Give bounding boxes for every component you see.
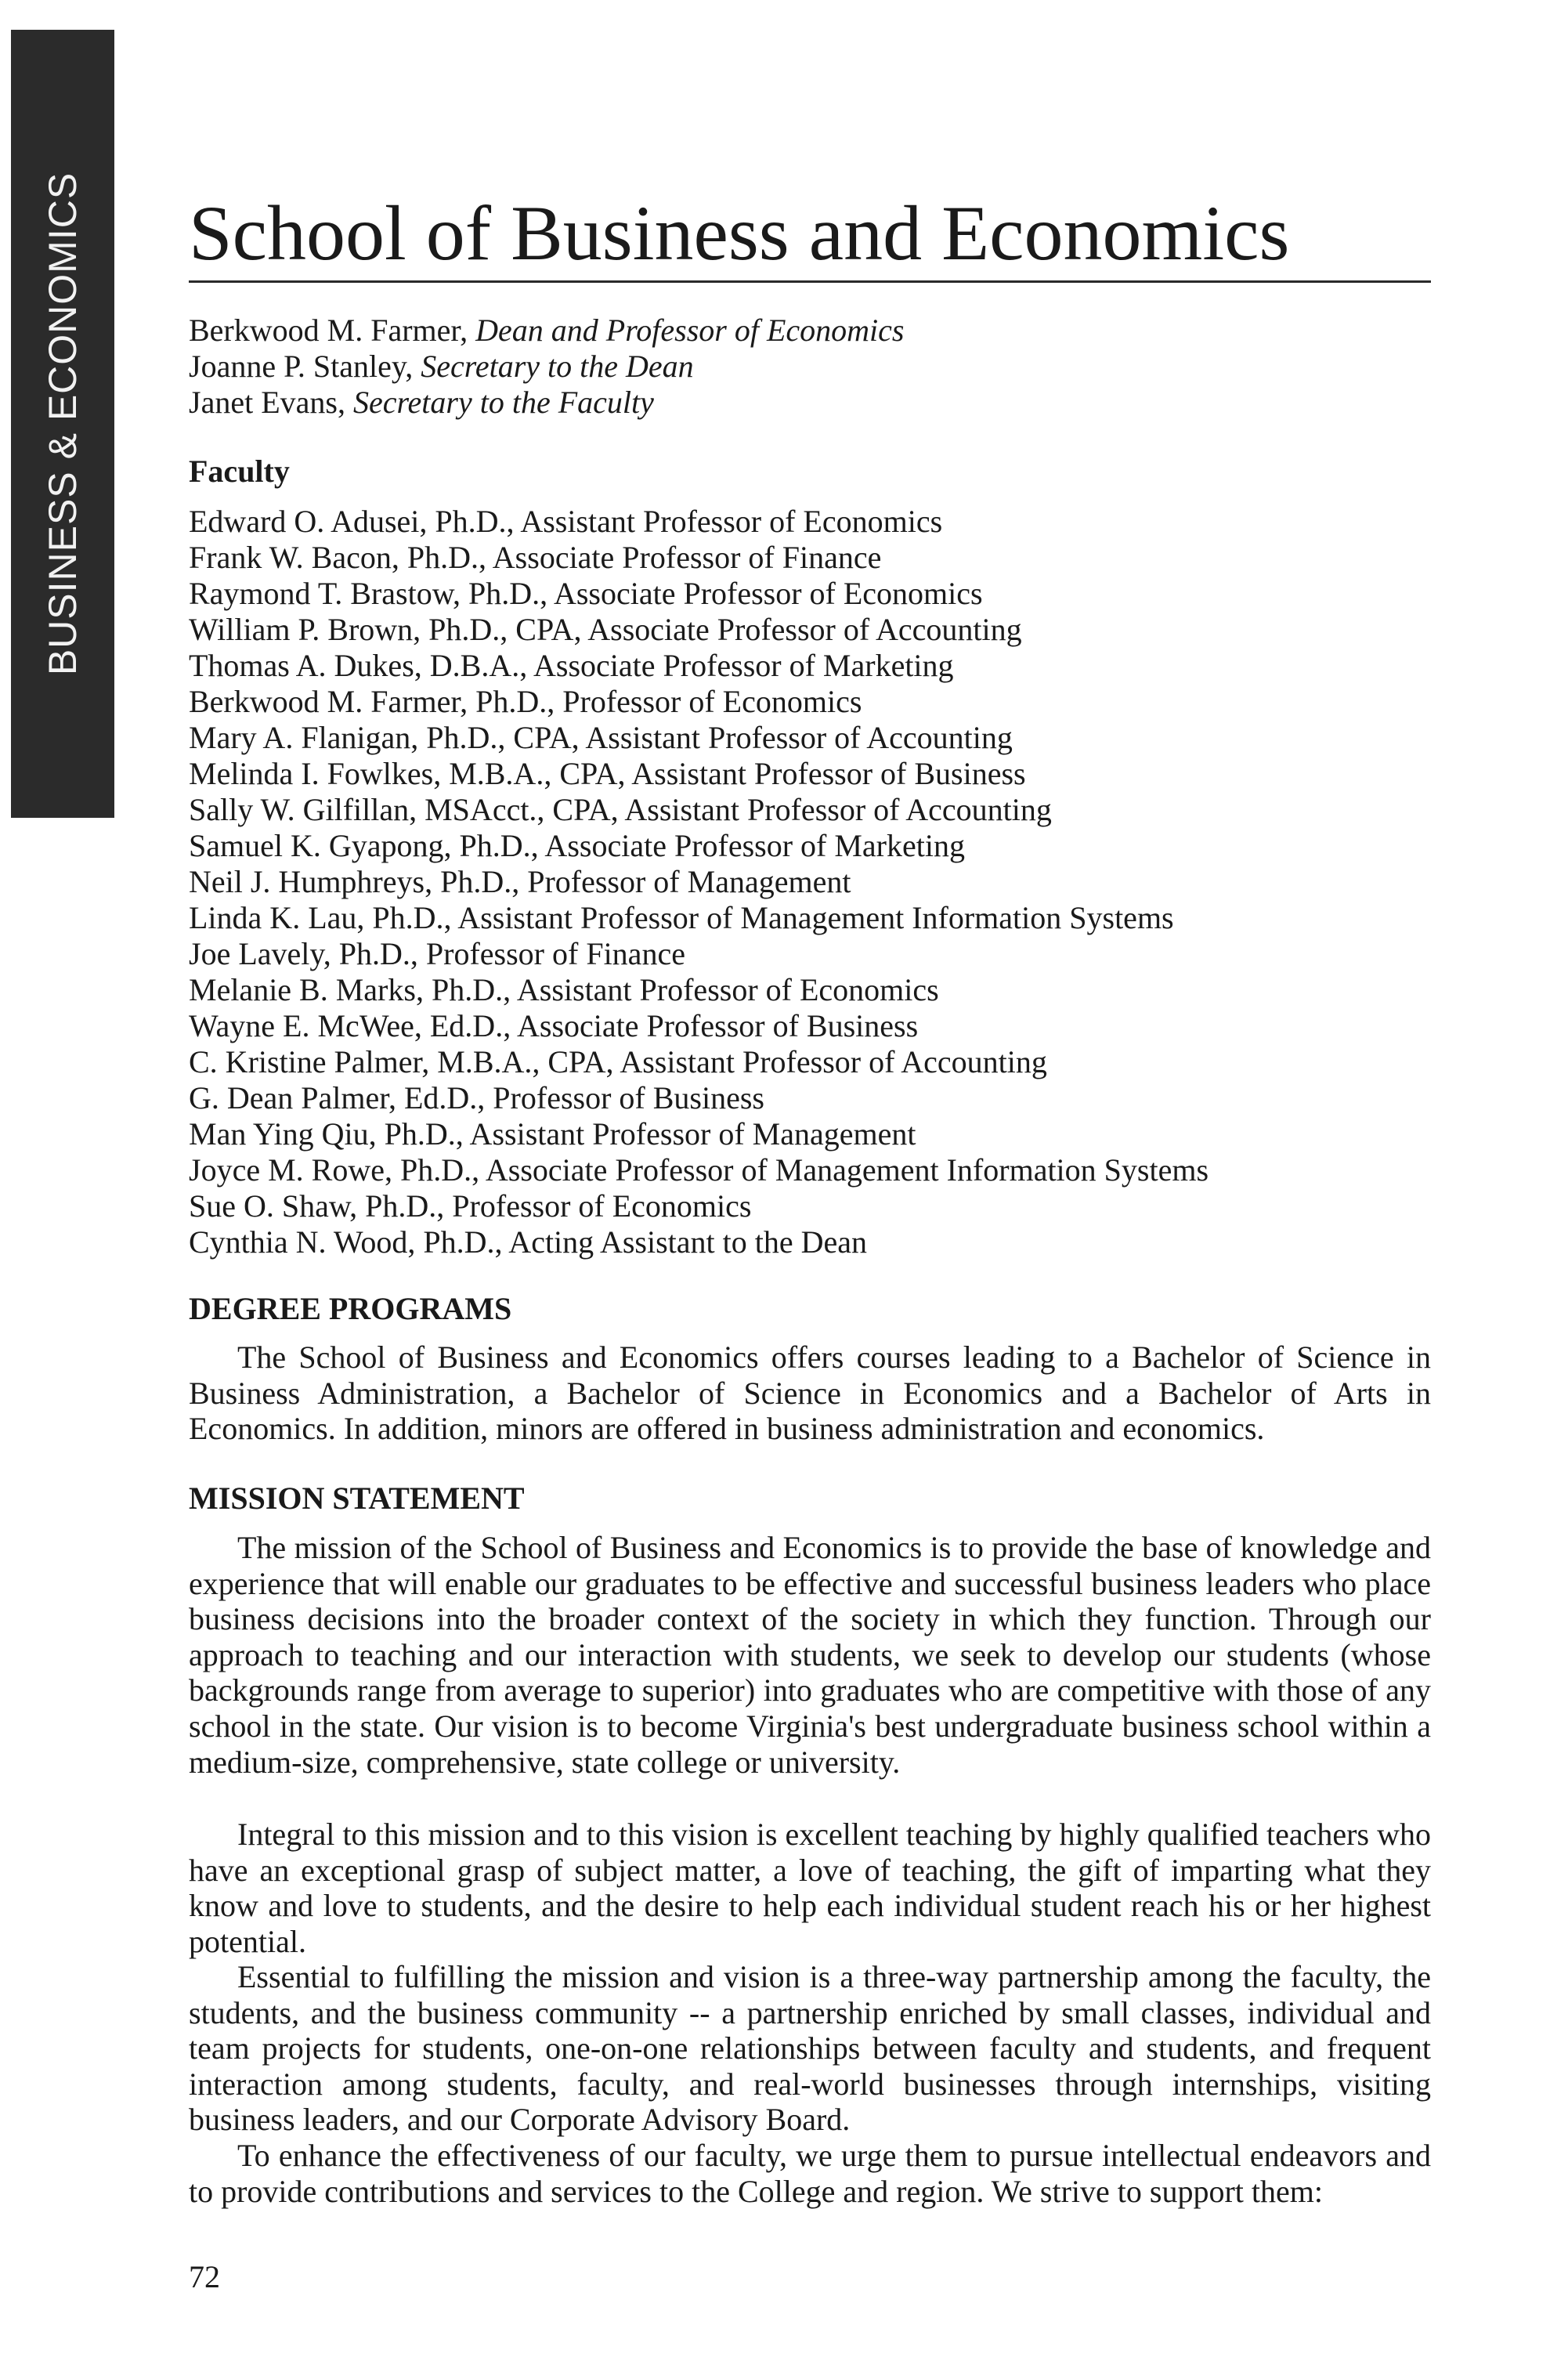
faculty-item: Melinda I. Fowlkes, M.B.A., CPA, Assistant Professor of Business xyxy=(189,756,1026,791)
faculty-item: Joe Lavely, Ph.D., Professor of Finance xyxy=(189,936,685,971)
faculty-item: Neil J. Humphreys, Ph.D., Professor of Management xyxy=(189,864,851,899)
faculty-item: C. Kristine Palmer, M.B.A., CPA, Assistant Professor of Accounting xyxy=(189,1044,1047,1079)
degree-programs-heading: DEGREE PROGRAMS xyxy=(189,1291,512,1326)
faculty-item: Man Ying Qiu, Ph.D., Assistant Professor of Management xyxy=(189,1116,916,1152)
faculty-item: Joyce M. Rowe, Ph.D., Associate Professor of Management Information Systems xyxy=(189,1152,1209,1188)
staff-role: Secretary to the Dean xyxy=(421,349,694,384)
mission-paragraph: Essential to fulfilling the mission and vision is a three-way partnership among the faculty, the students, and the business community -- a partnership enriched by small classes, individual and team projects for students, one-on-one relationships between faculty and students, and frequent interaction among students, faculty, and real-world businesses through internships, visiting business leaders, and our Corporate Advisory Board. xyxy=(189,1959,1431,2138)
staff-name: Janet Evans, xyxy=(189,385,353,420)
faculty-item: G. Dean Palmer, Ed.D., Professor of Business xyxy=(189,1080,764,1115)
section-side-tab xyxy=(11,30,114,818)
mission-paragraph: To enhance the effectiveness of our faculty, we urge them to pursue intellectual endeavors and to provide contributions and services to the College and region. We strive to support them: xyxy=(189,2138,1431,2209)
faculty-item: Melanie B. Marks, Ph.D., Assistant Professor of Economics xyxy=(189,972,939,1007)
faculty-item: Berkwood M. Farmer, Ph.D., Professor of Economics xyxy=(189,684,862,719)
faculty-item: Samuel K. Gyapong, Ph.D., Associate Professor of Marketing xyxy=(189,828,965,863)
side-tab-label: BUSINESS & ECONOMICS xyxy=(41,172,85,676)
faculty-item: William P. Brown, Ph.D., CPA, Associate Professor of Accounting xyxy=(189,612,1022,647)
staff-role: Dean and Professor of Economics xyxy=(475,313,905,348)
faculty-item: Raymond T. Brastow, Ph.D., Associate Professor of Economics xyxy=(189,576,983,611)
staff-role: Secretary to the Faculty xyxy=(352,385,654,420)
mission-heading: MISSION STATEMENT xyxy=(189,1481,525,1516)
page-title: School of Business and Economics xyxy=(189,194,1431,283)
staff-name: Berkwood M. Farmer, xyxy=(189,313,476,348)
faculty-item: Sue O. Shaw, Ph.D., Professor of Economics xyxy=(189,1188,752,1224)
staff-line xyxy=(189,313,904,349)
degree-programs-text: The School of Business and Economics offers courses leading to a Bachelor of Science in Business Administration, a Bachelor of Science in Economics and a Bachelor of Arts in Economics. In addition, minors are offered in business administration and economics. xyxy=(189,1340,1431,1447)
faculty-item: Frank W. Bacon, Ph.D., Associate Professor of Finance xyxy=(189,540,882,575)
faculty-item: Cynthia N. Wood, Ph.D., Acting Assistant to the Dean xyxy=(189,1224,868,1260)
faculty-item: Edward O. Adusei, Ph.D., Assistant Professor of Economics xyxy=(189,504,943,539)
page-number: 72 xyxy=(189,2259,220,2294)
staff-line xyxy=(189,385,654,421)
faculty-item: Sally W. Gilfillan, MSAcct., CPA, Assistant Professor of Accounting xyxy=(189,792,1052,827)
faculty-item: Mary A. Flanigan, Ph.D., CPA, Assistant Professor of Accounting xyxy=(189,720,1013,755)
faculty-heading: Faculty xyxy=(189,454,290,489)
staff-line xyxy=(189,349,694,385)
faculty-item: Linda K. Lau, Ph.D., Assistant Professor of Management Information Systems xyxy=(189,900,1174,935)
mission-paragraph: The mission of the School of Business and Economics is to provide the base of knowledge and experience that will enable our graduates to be effective and successful business leaders who place business decisions into the broader context of the society in which they function. Through our approach to teaching and our interaction with students, we seek to develop our students (whose backgrounds range from average to superior) into graduates who are competitive with those of any school in the state. Our vision is to become Virginia's best undergraduate business school within a medium-size, comprehensive, state college or university. xyxy=(189,1530,1431,1780)
mission-paragraph: Integral to this mission and to this vision is excellent teaching by highly qualified teachers who have an exceptional grasp of subject matter, a love of teaching, the gift of imparting what they know and love to students, and the desire to help each individual student reach his or her highest potential. xyxy=(189,1817,1431,1959)
faculty-item: Wayne E. McWee, Ed.D., Associate Professor of Business xyxy=(189,1008,919,1043)
faculty-item: Thomas A. Dukes, D.B.A., Associate Professor of Marketing xyxy=(189,648,954,683)
staff-name: Joanne P. Stanley, xyxy=(189,349,421,384)
